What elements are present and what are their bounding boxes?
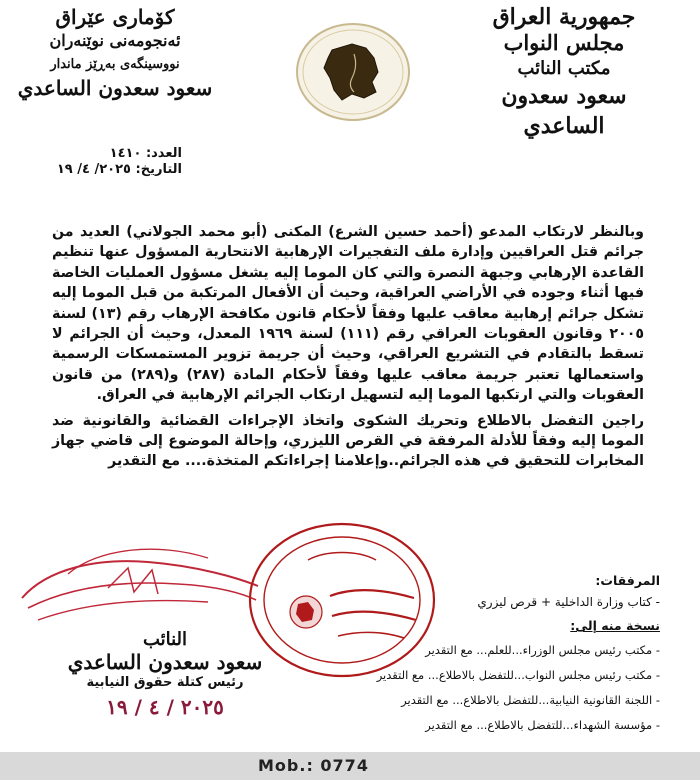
number-value: ١٤١٠ [109,146,142,161]
attachments-section [360,572,660,734]
signer-title: النائب [142,629,188,650]
arabic-letterhead [464,4,664,141]
kurdish-letterhead [10,4,220,102]
copy-recipient: - مؤسسة الشهداء...للتفضل بالاطلاع... مع التقدير [425,718,660,732]
kurdish-office: نووسینگەی بەڕێز ماندار [50,57,180,72]
body-paragraph-2: راجين التفضل بالاطلاع وتحريك الشكوى واتخاذ الإجراءات القضائية والقانونية ضد الموما إليه وفقاً للأدلة المرفقة في القرص الليزري، وإحالة الموضوع إلى قاضي جهاز المخابرات للتحقيق في هذه الجرائم..وإعلامنا إجراءاتكم المتخذة.... مع التقدير [52,412,644,470]
kurdish-council: ئەنجومەنی نوێنەران [49,31,181,50]
letter-meta [22,146,182,178]
footer-mobile: Mob.: 0774 [258,756,369,775]
signature-block [60,630,270,720]
footer-bar [0,752,700,780]
body-paragraph-1: وبالنظر لارتكاب المدعو (أحمد حسين الشرع) المكنى (أبو محمد الجولاني) العديد من جرائم قتل العراقيين وإدارة ملف التفجيرات الإرهابية الانتحارية المسؤول عنها تنظيم القاعدة الإرهابي وجبهة النصرة والتي كان الموما إليه يشغل مسؤول العمليات الخاصة فيها أثناء وجوده في الأراضي العراقية، وحيث أن الأفعال المرتكبة من قبل الموما إليه تشكل جرائم إرهابية معاقب عليها وفقاً لأحكام قانون مكافحة الإرهاب رقم (١٣) لسنة ٢٠٠٥ وقانون العقوبات العراقي رقم (١١١) لسنة ١٩٦٩ المعدل، وحيث أن الجرائم لا تسقط بالتقادم في التشريع العراقي، وحيث أن جريمة تزوير المستمسكات الرسمية واستعمالها تعتبر جريمة معاقب عليها وفقاً لأحكام المادة (٢٨٧) و(٢٨٩) من قانون العقوبات والتي ارتكبها الموما إليه لتسهيل ارتكاب الجرائم الإرهابية في العراق. [52,224,645,404]
copy-recipient: - اللجنة القانونية النيابية...للتفضل بالاطلاع... مع التقدير [401,693,660,707]
number-row [22,146,182,162]
handwritten-date: ٢٠٢٥ / ٤ / ١٩ [106,695,224,719]
number-label: العدد: [145,146,182,161]
date-label: التاريخ: [135,162,182,177]
signer-name: سعود سعدون الساعدي [67,650,263,674]
letter-body [52,222,644,472]
letterhead-country: جمهورية العراق [492,4,636,30]
handwritten-signature-scribble [8,528,268,638]
attachment-item: - كتاب وزارة الداخلية + قرص ليزري [477,595,660,609]
kurdish-mp-name: سعود سعدون الساعدي [17,76,213,100]
letterhead-mp-name: سعود سعدون الساعدي [501,83,627,139]
copy-recipient: - مكتب رئيس مجلس الوزراء...للعلم... مع التقدير [425,643,660,657]
iraq-map-emblem [294,20,412,124]
copies-title: نسخة منه إلى: [570,618,660,633]
kurdish-country: كۆماری عێراق [55,5,175,29]
signer-role: رئيس كتلة حقوق النيابية [86,675,244,690]
letterhead-council: مجلس النواب [503,30,625,55]
date-value: ٢٠٢٥/ ٤/ ١٩ [56,162,131,177]
date-row [22,162,182,178]
copy-recipient: - مكتب رئيس مجلس النواب...للتفضل بالاطلاع... مع التقدير [376,668,660,682]
letterhead-office: مكتب النائب [517,58,611,79]
attachments-title: المرفقات: [595,573,660,588]
